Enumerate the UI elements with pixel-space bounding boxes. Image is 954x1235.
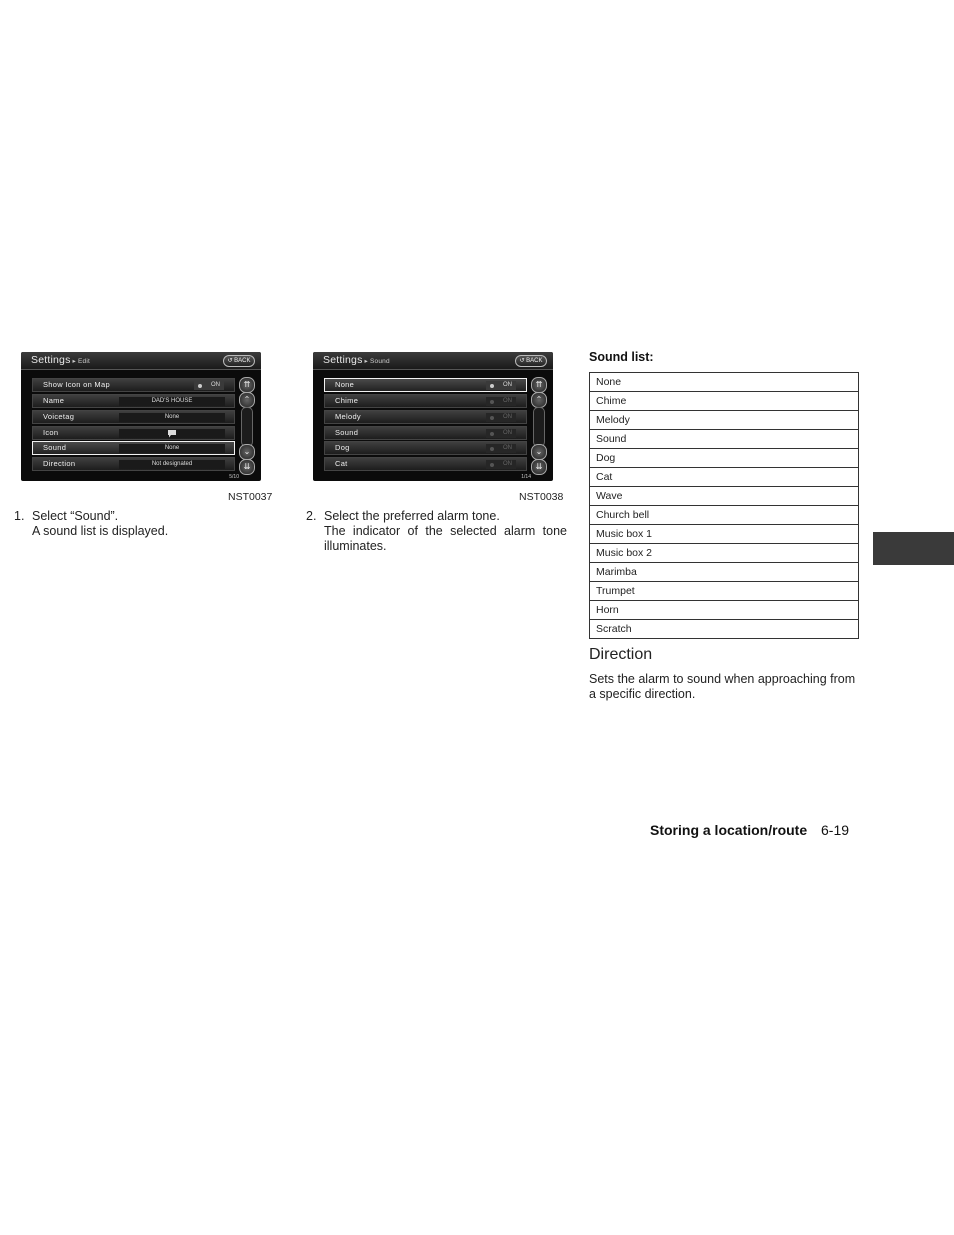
row-melody[interactable] [324,410,527,424]
row-label: None [335,380,355,389]
screen-title: Settings▸ Sound [323,354,390,366]
row-label: Direction [43,459,76,468]
row-voicetag[interactable] [32,410,235,424]
sound-list-heading: Sound list: [589,350,654,364]
chapter-tab [873,532,954,565]
scroll-up-icon[interactable]: ⌃ [531,392,547,408]
row-cat[interactable] [324,457,527,471]
row-direction[interactable] [32,457,235,471]
indicator-dot-icon [198,384,202,388]
scroll-down-icon[interactable]: ⌄ [239,444,255,460]
row-label: Sound [43,443,67,452]
step-number: 2. [306,509,317,523]
on-indicator: ON [486,460,516,469]
row-sound[interactable] [324,426,527,440]
indicator-dot-icon [490,447,494,451]
settings-sound-screen [313,352,553,481]
row-label: Cat [335,459,348,468]
on-indicator: ON [486,413,516,422]
on-indicator: ON [486,397,516,406]
indicator-dot-icon [490,416,494,420]
step-body [32,509,276,539]
sound-list-table [589,372,859,639]
step-result: A sound list is displayed. [32,524,169,538]
row-label: Show Icon on Map [43,380,110,389]
table-row: Chime [589,392,859,411]
table-row: Trumpet [589,582,859,601]
figure-caption: NST0038 [519,491,564,503]
row-dog[interactable] [324,441,527,455]
table-row: Wave [589,487,859,506]
speech-bubble-icon [167,430,177,438]
scroll-down-icon[interactable]: ⌄ [531,444,547,460]
indicator-dot-icon [490,463,494,467]
row-label: Dog [335,443,350,452]
screen-title: Settings▸ Edit [31,354,90,366]
table-row: None [589,373,859,392]
row-label: Melody [335,412,361,421]
page-indicator: 1/14 [521,474,531,480]
table-row: Music box 2 [589,544,859,563]
figure-caption: NST0037 [228,491,273,503]
page-footer [650,822,849,838]
table-row: Church bell [589,506,859,525]
step-1 [14,509,276,541]
page-number: 6-19 [821,822,850,838]
section-name: Storing a location/route [650,822,808,838]
step-result: The indicator of the selected alarm tone illuminates. [324,524,567,553]
row-value: Not designated [119,460,225,469]
row-value [119,429,225,438]
back-button[interactable]: ↺ BACK [223,355,255,367]
step-number: 1. [14,509,25,523]
table-row: Sound [589,430,859,449]
page-down-icon[interactable]: ⇊ [531,459,547,475]
step-body [324,509,567,554]
row-value: None [119,413,225,422]
row-icon[interactable] [32,426,235,440]
screen-header [313,352,553,370]
scrollbar[interactable] [241,407,253,447]
indicator-dot-icon [490,400,494,404]
on-indicator: ON [194,381,224,390]
table-row: Cat [589,468,859,487]
indicator-dot-icon [490,384,494,388]
back-button[interactable]: ↺ BACK [515,355,547,367]
row-sound[interactable] [32,441,235,455]
on-indicator: ON [486,429,516,438]
direction-description: Sets the alarm to sound when approaching from a specific direction. [589,672,856,701]
page-indicator: 5/10 [229,474,239,480]
direction-heading: Direction [589,646,653,663]
on-indicator: ON [486,444,516,453]
on-indicator: ON [486,381,516,390]
settings-edit-screen [21,352,261,481]
scroll-up-icon[interactable]: ⌃ [239,392,255,408]
table-row: Melody [589,411,859,430]
row-label: Name [43,396,65,405]
scrollbar[interactable] [533,407,545,447]
step-instruction: Select the preferred alarm tone. [324,509,500,523]
row-label: Sound [335,428,359,437]
row-label: Icon [43,428,59,437]
table-row: Music box 1 [589,525,859,544]
table-row: Horn [589,601,859,620]
page-up-icon[interactable]: ⇈ [531,377,547,393]
row-name[interactable] [32,394,235,408]
page-down-icon[interactable]: ⇊ [239,459,255,475]
step-2 [306,509,568,557]
page-up-icon[interactable]: ⇈ [239,377,255,393]
row-value: None [119,444,225,453]
table-row: Scratch [589,620,859,639]
breadcrumb: ▸ Edit [73,358,90,365]
table-row: Marimba [589,563,859,582]
row-show-icon-on-map[interactable] [32,378,235,392]
step-instruction: Select “Sound”. [32,509,119,523]
row-label: Chime [335,396,359,405]
row-label: Voicetag [43,412,75,421]
row-none[interactable] [324,378,527,392]
screen-header [21,352,261,370]
row-value: DAD'S HOUSE [119,397,225,406]
breadcrumb: ▸ Sound [365,358,390,365]
table-row: Dog [589,449,859,468]
row-chime[interactable] [324,394,527,408]
indicator-dot-icon [490,432,494,436]
